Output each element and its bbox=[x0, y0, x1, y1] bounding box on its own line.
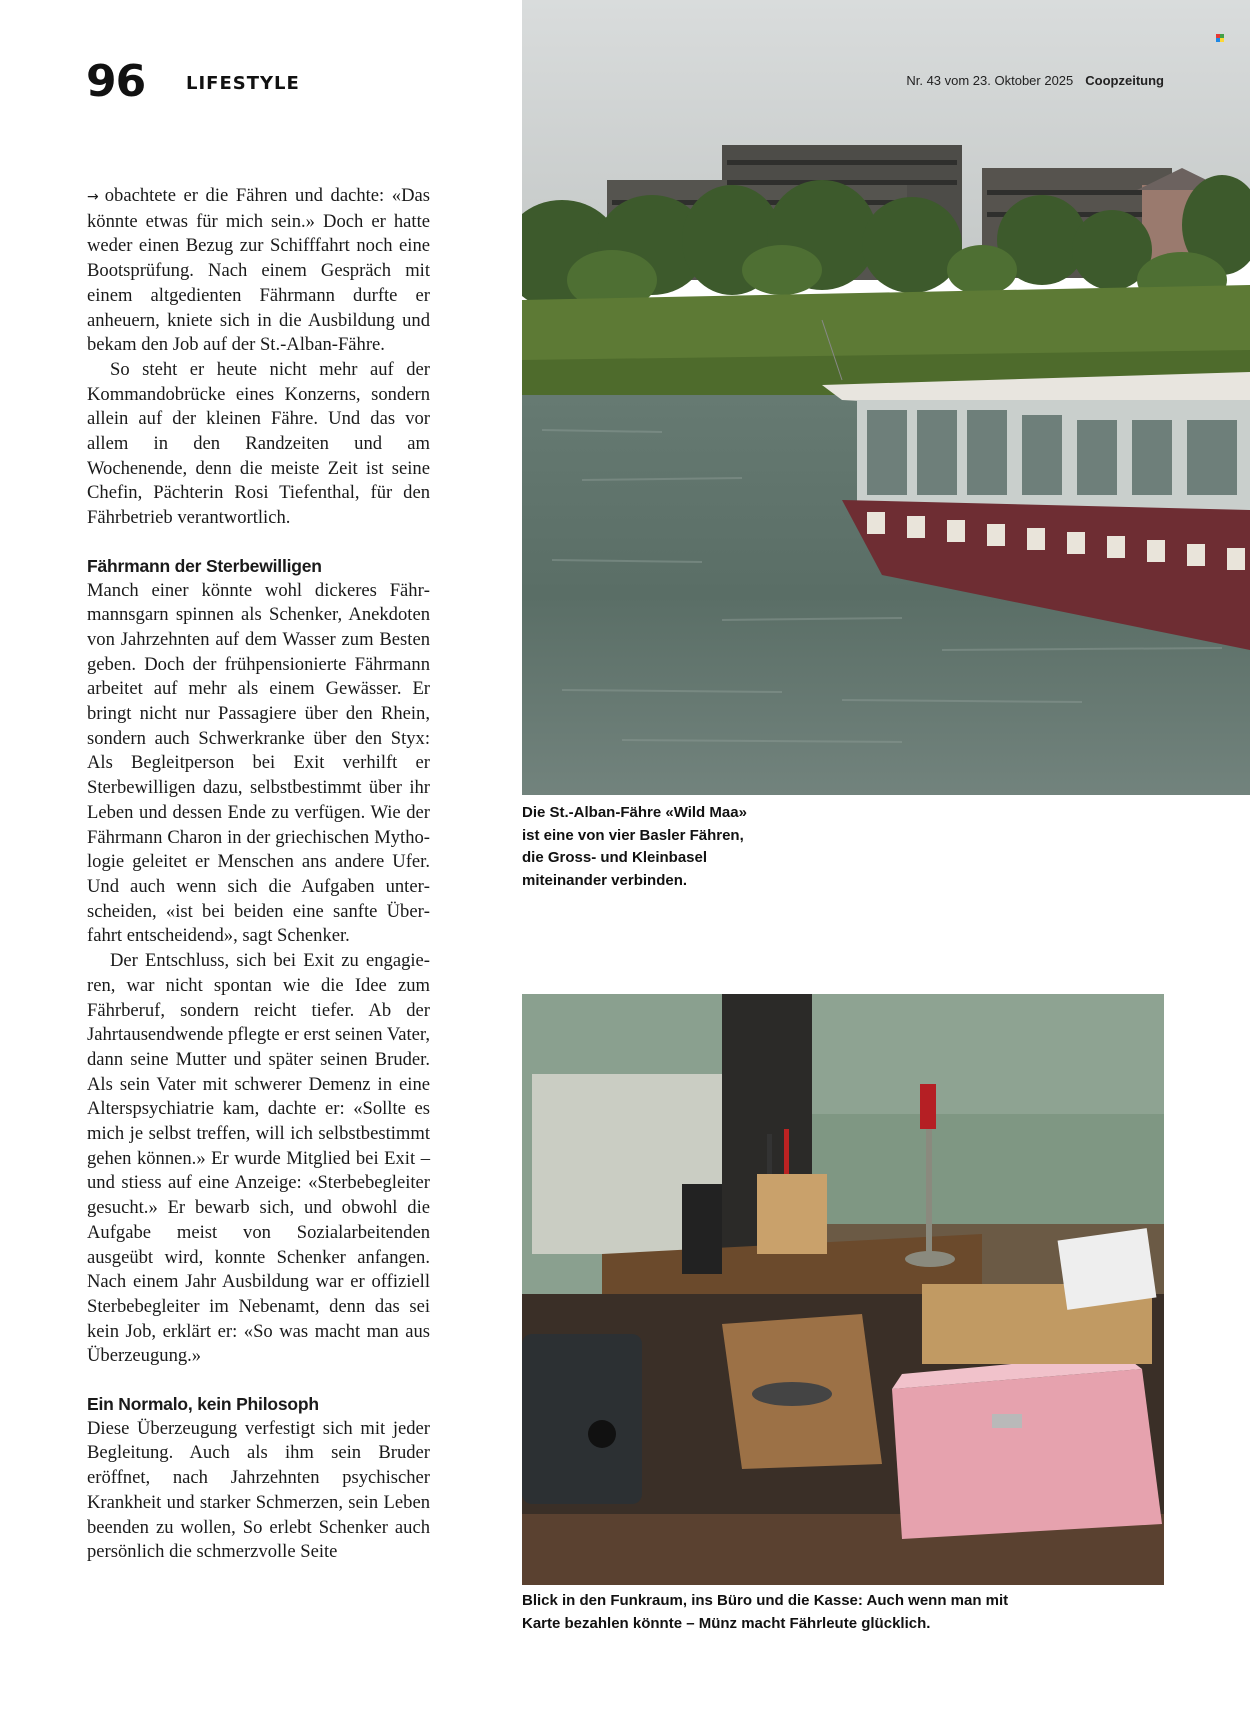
photo-caption-interior: Blick in den Funkraum, ins Büro und die Kasse: Auch wenn man mit Karte bezahlen könnte – Münz macht Fährleute glücklich. bbox=[522, 1592, 1009, 1632]
ferry-interior-photo bbox=[522, 994, 1164, 1585]
subheading: Ein Normalo, kein Philosoph bbox=[87, 1394, 319, 1415]
continuation-arrow-icon: → bbox=[87, 189, 99, 205]
paragraph: Der Entschluss, sich bei Exit zu engagieren, war nicht spontan wie die Idee zum Fährberuf, sondern reicht tiefer. Ab der Jahrtausendwende pflegte er erst seinen Vater, dann seine Mutter und später seinen Bruder. Als sein Vater mit schwerer Demenz in eine Alterspsychiatrie kam, dachte er: «Sollte es mich je selbst treffen, will ich selbstbestimmt gehen können.» Er wurde Mitglied bei Exit – und stiess auf eine Anzeige: «Sterbebegleiter gesucht.» Er bewarb sich, und obwohl die Aufgabe meist von Sozialarbeitenden ausgeübt wird, konnte Schenker anfangen. Nach einem Jahr Ausbildung war er offiziell Sterbebegleiter im Nebenamt, denn das sei kein Job, erklärt er: «So was macht man aus Überzeugung.» bbox=[87, 950, 430, 1367]
publication-name: Coopzeitung bbox=[1085, 73, 1164, 88]
page-number: 96 bbox=[86, 56, 146, 107]
paragraph: Manch einer könnte wohl dickeres Fährmannsgarn spinnen als Schenker, Anekdoten von Jahrzehnten auf dem Wasser zum Besten geben. Doch der frühpensionierte Fährmann arbeitet auf mehr als einem Gewässer. Er bringt nicht nur Passagiere über den Rhein, sondern auch Schwerkranke über den Styx: Als Begleitperson bei Exit verhilft er Sterbewilligen dazu, selbstbestimmt über ihr Leben und dessen Ende zu verfügen. Wie der Fährmann Charon in der griechischen Mythologie geleitet er Menschen ans andere Ufer. Und auch wenn sich die Aufgaben unterscheiden, «ist bei beiden eine sanfte Überfahrt entscheidend», sagt Schenker. bbox=[87, 579, 430, 947]
ferry-photo bbox=[522, 0, 1250, 795]
article-column bbox=[87, 184, 430, 1565]
print-registration-mark bbox=[1216, 34, 1224, 42]
photo-caption-ferry: Die St.-Alban-Fähre «Wild Maa» ist eine von vier Basler Fähren, die Gross- und Kleinbasel miteinander verbinden. bbox=[522, 804, 747, 889]
section-title: LIFESTYLE bbox=[186, 73, 300, 94]
paragraph: Diese Überzeugung verfestigt sich mit jeder Begleitung. Auch als ihm sein Bruder eröffnet, nach Jahrzehnten psychischer Krankheit und starker Schmerzen, sein Leben beenden zu wollen, So erlebt Schenker auch persönlich die schmerzvolle Seite bbox=[87, 1417, 430, 1563]
issue-info bbox=[906, 73, 1164, 88]
subheading: Fährmann der Sterbewilligen bbox=[87, 555, 322, 576]
issue-date: Nr. 43 vom 23. Oktober 2025 bbox=[906, 73, 1074, 88]
ferry-illustration bbox=[522, 0, 1250, 795]
desk-illustration bbox=[522, 994, 1164, 1585]
paragraph: → obachtete er die Fähren und dachte: «Das könnte etwas für mich sein.» Doch er hatte weder einen Bezug zur Schifffahrt noch eine Bootsprüfung. Nach einem Gespräch mit einem altgedienten Fährmann durfte er anheuern, kniete sich in die Ausbildung und bekam den Job auf der St.-Alban-Fähre. bbox=[87, 185, 430, 356]
paragraph: So steht er heute nicht mehr auf der Kommandobrücke eines Konzerns, sondern allein auf der kleinen Fähre. Und das vor allem in den Randzeiten und am Wochenende, denn die meiste Zeit ist seine Chefin, Pächterin Rosi Tiefenthal, für den Fährbetrieb verantwortlich. bbox=[87, 358, 430, 529]
